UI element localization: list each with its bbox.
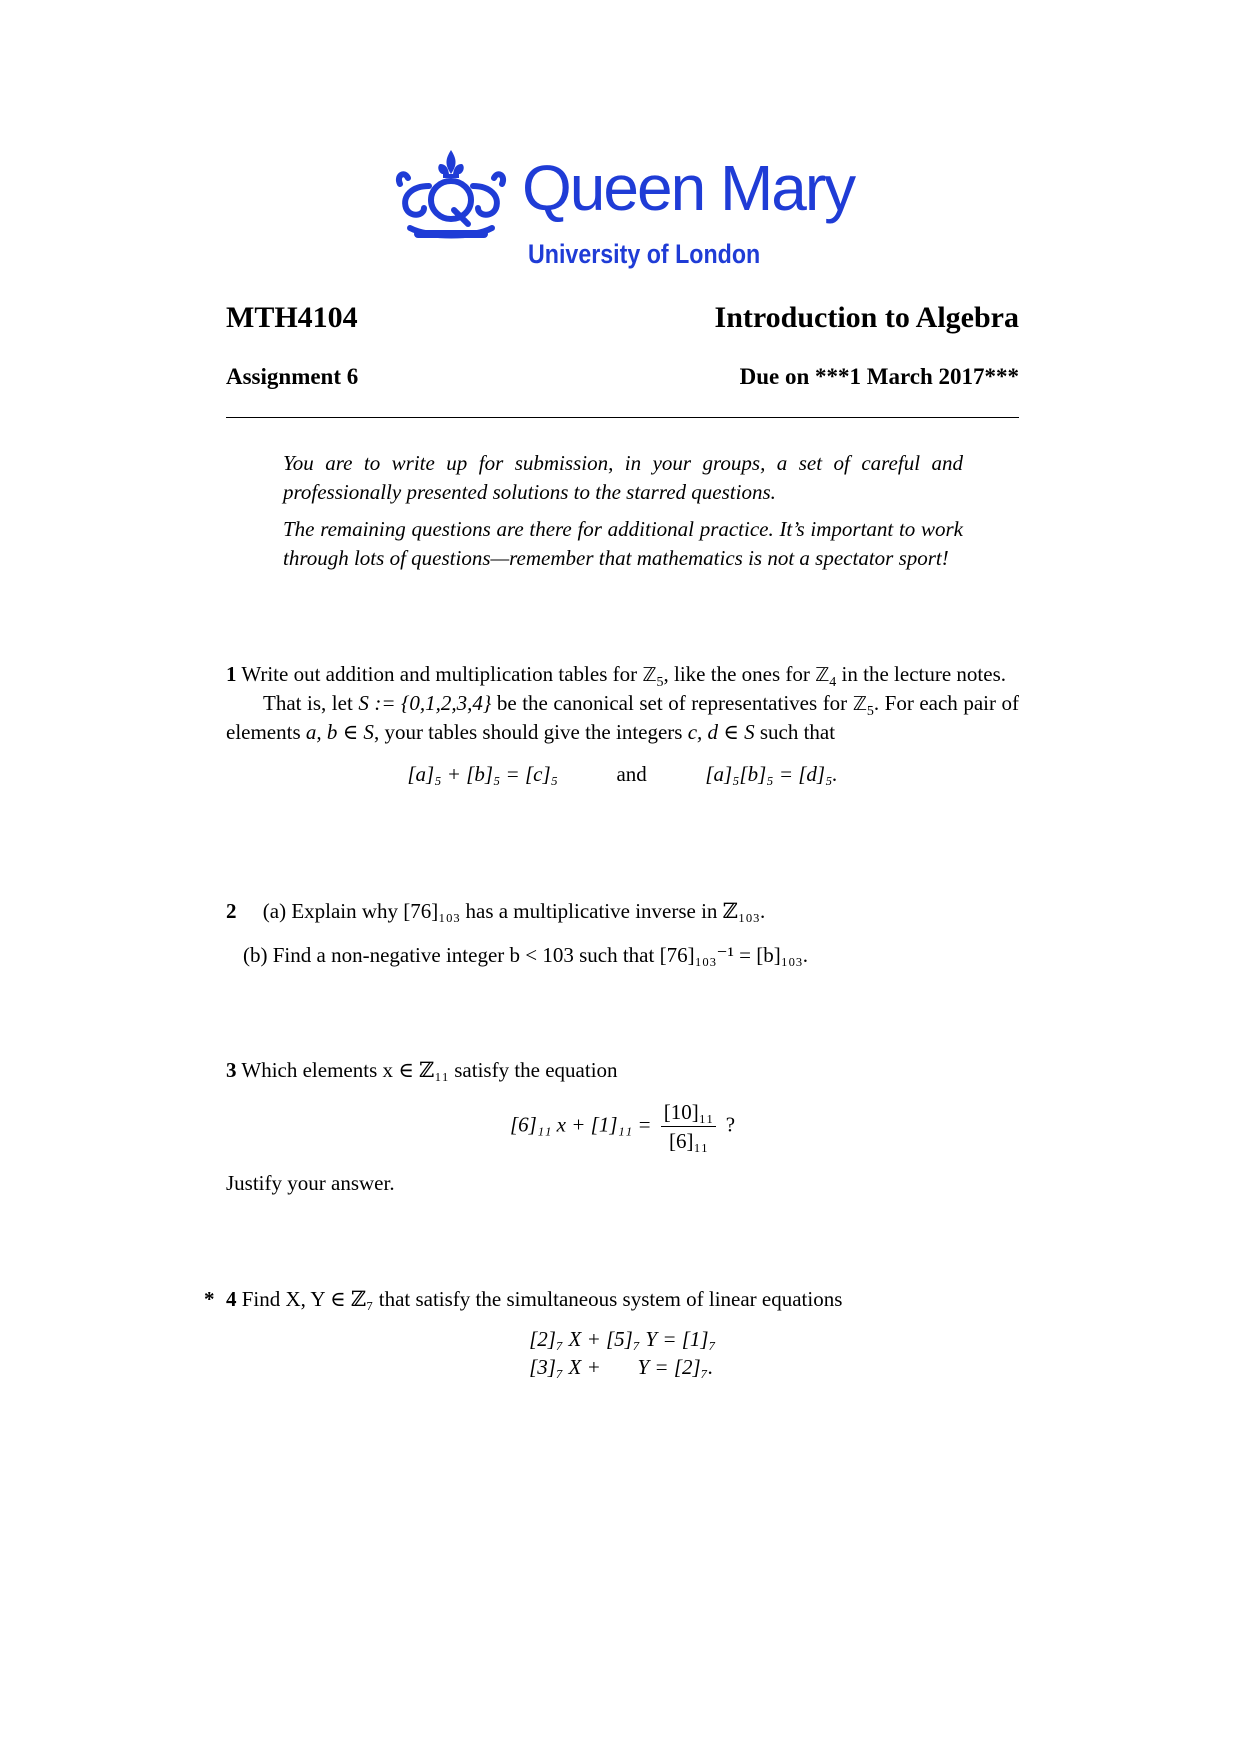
starred-marker: * [204, 1287, 215, 1311]
q4-text: Find X, Y ∈ ℤ₇ that satisfy the simultaneous system of linear equations [241, 1287, 843, 1311]
question-4 [204, 1285, 1019, 1395]
question-3 [226, 1056, 1019, 1197]
q1-z4-symbol: ℤ [815, 664, 830, 686]
q1-line2-b: be the canonical set of representatives for [491, 691, 853, 715]
q1-text-c: in the lecture notes. [836, 662, 1006, 686]
question-1 [226, 660, 1019, 802]
q1-cd: c, d ∈ S [687, 720, 755, 744]
q2-part-b-text: Find a non-negative integer b < 103 such that [76]₁₀₃⁻¹ = [b]₁₀₃. [272, 943, 808, 967]
q2-part-a-label: (a) [262, 899, 287, 923]
header-divider [226, 417, 1019, 418]
q3-question-mark: ? [725, 1112, 736, 1137]
instructions [283, 449, 963, 581]
q2-part-b-label: (b) [243, 943, 268, 967]
q1-set-definition: S := {0,1,2,3,4} [358, 691, 492, 715]
assignment-number: Assignment 6 [226, 364, 359, 389]
q1-and: and [616, 762, 647, 786]
q4-equation-1: [2]₇ X + [5]₇ Y = [1]₇ [529, 1327, 716, 1351]
q3-fraction [661, 1098, 717, 1155]
course-title: Introduction to Algebra [714, 301, 1019, 334]
question-number: 1 [226, 662, 237, 686]
q1-multiplication-equation: [a]₅[b]₅ = [d]₅. [705, 762, 838, 786]
q1-line2-c: . For each pair of elements [226, 691, 1019, 744]
q1-text-a: Write out addition and multiplication tables for [241, 662, 643, 686]
q1-z5-subscript-2: 5 [866, 704, 874, 720]
logo-subtitle: University of London [528, 239, 761, 269]
q2-part-a-text: Explain why [76]₁₀₃ has a multiplicative inverse in ℤ₁₀₃. [291, 899, 766, 923]
q1-z5-symbol: ℤ [642, 664, 657, 686]
question-number: 3 [226, 1058, 237, 1082]
q1-line2-e: such that [754, 720, 836, 744]
course-code: MTH4104 [226, 301, 358, 334]
q4-equation-2: [3]₇ X + Y = [2]₇. [529, 1355, 714, 1379]
due-date: Due on ***1 March 2017*** [739, 364, 1019, 389]
course-header [226, 303, 1019, 337]
question-number: 4 [226, 1287, 237, 1311]
instructions-paragraph-2: The remaining questions are there for additional practice. It’s important to work through lots of questions—remember that mathematics is not a spectator sport! [283, 517, 963, 570]
crown-crest-icon [394, 148, 509, 243]
question-2 [226, 897, 1019, 969]
q3-fraction-denominator: [6]₁₁ [669, 1129, 709, 1153]
q1-addition-equation: [a]₅ + [b]₅ = [c]₅ [407, 762, 558, 786]
q1-z5-symbol-2: ℤ [852, 693, 867, 715]
q3-display-equation [226, 1098, 1019, 1155]
q3-lhs: [6]₁₁ x + [1]₁₁ = [509, 1112, 652, 1137]
q1-display-equations [226, 760, 1019, 788]
question-number: 2 [226, 899, 237, 923]
q1-ab: a, b ∈ S [305, 720, 374, 744]
q1-text-b: , like the ones for [663, 662, 816, 686]
q4-equation-system [226, 1325, 1019, 1381]
q3-text: Which elements x ∈ ℤ₁₁ satisfy the equation [241, 1058, 618, 1082]
q3-fraction-numerator: [10]₁₁ [661, 1098, 717, 1127]
university-logo [394, 148, 854, 273]
q1-line2-a: That is, let [263, 691, 359, 715]
q1-z4-subscript: 4 [829, 675, 837, 691]
q3-justify: Justify your answer. [226, 1171, 395, 1195]
logo-title: Queen Mary [522, 152, 855, 224]
assignment-header [226, 365, 1019, 393]
q1-z5-subscript: 5 [656, 675, 664, 691]
q1-line2-d: , your tables should give the integers [373, 720, 688, 744]
instructions-paragraph-1: You are to write up for submission, in your groups, a set of careful and professionally presented solutions to the starred questions. [283, 451, 963, 504]
